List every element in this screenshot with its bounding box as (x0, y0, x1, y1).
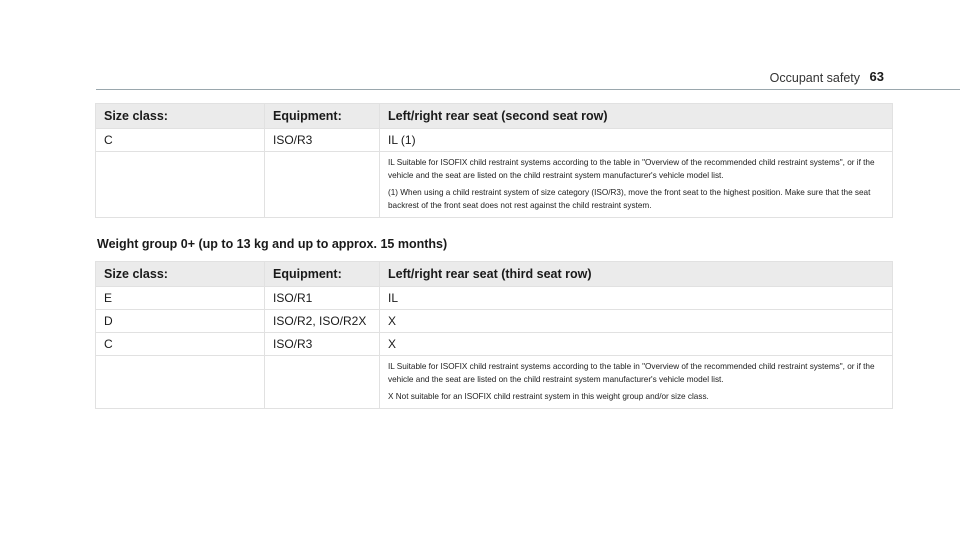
section-title: Occupant safety (769, 71, 860, 85)
page-header (96, 68, 960, 90)
notes-row (96, 356, 893, 409)
column-header-equipment: Equipment: (265, 104, 380, 129)
seat-suitability-cell: IL (1) (380, 129, 893, 152)
size-class-cell: C (96, 333, 265, 356)
table-row (96, 310, 893, 333)
notes-cell (380, 356, 893, 409)
note-text: X Not suitable for an ISOFIX child restraint system in this weight group and/or size class. (388, 392, 709, 401)
seat-suitability-cell: IL (380, 287, 893, 310)
equipment-cell: ISO/R3 (265, 333, 380, 356)
empty-cell (265, 152, 380, 218)
table-row (96, 129, 893, 152)
weight-group-title: Weight group 0+ (up to 13 kg and up to approx. 15 months) (97, 237, 448, 251)
column-header-seat: Left/right rear seat (second seat row) (380, 104, 893, 129)
table-header-row (96, 104, 893, 129)
seat-suitability-cell: X (380, 310, 893, 333)
size-class-cell: C (96, 129, 265, 152)
table-row (96, 333, 893, 356)
column-header-size-class: Size class: (96, 262, 265, 287)
column-header-size-class: Size class: (96, 104, 265, 129)
equipment-cell: ISO/R2, ISO/R2X (265, 310, 380, 333)
isofix-table-second-row (95, 103, 893, 218)
note-text: IL Suitable for ISOFIX child restraint systems according to the table in "Overview of the recommended child restraint systems", or if the vehicle and the seat are listed on the child restraint system manufacturer's vehicle model list. (388, 158, 875, 180)
note-text: (1) When using a child restraint system of size category (ISO/R3), move the front seat to the highest position. Make sure that the seat backrest of the front seat does not rest against the child restraint system. (388, 188, 871, 210)
notes-row (96, 152, 893, 218)
table-row (96, 287, 893, 310)
column-header-equipment: Equipment: (265, 262, 380, 287)
equipment-cell: ISO/R3 (265, 129, 380, 152)
size-class-cell: E (96, 287, 265, 310)
equipment-cell: ISO/R1 (265, 287, 380, 310)
notes-cell (380, 152, 893, 218)
note-text: IL Suitable for ISOFIX child restraint systems according to the table in "Overview of the recommended child restraint systems", or if the vehicle and the seat are listed on the child restraint system manufacturer's vehicle model list. (388, 362, 875, 384)
empty-cell (96, 152, 265, 218)
empty-cell (265, 356, 380, 409)
size-class-cell: D (96, 310, 265, 333)
page-number: 63 (869, 69, 884, 84)
seat-suitability-cell: X (380, 333, 893, 356)
empty-cell (96, 356, 265, 409)
column-header-seat: Left/right rear seat (third seat row) (380, 262, 893, 287)
table-header-row (96, 262, 893, 287)
isofix-table-third-row (95, 261, 893, 409)
